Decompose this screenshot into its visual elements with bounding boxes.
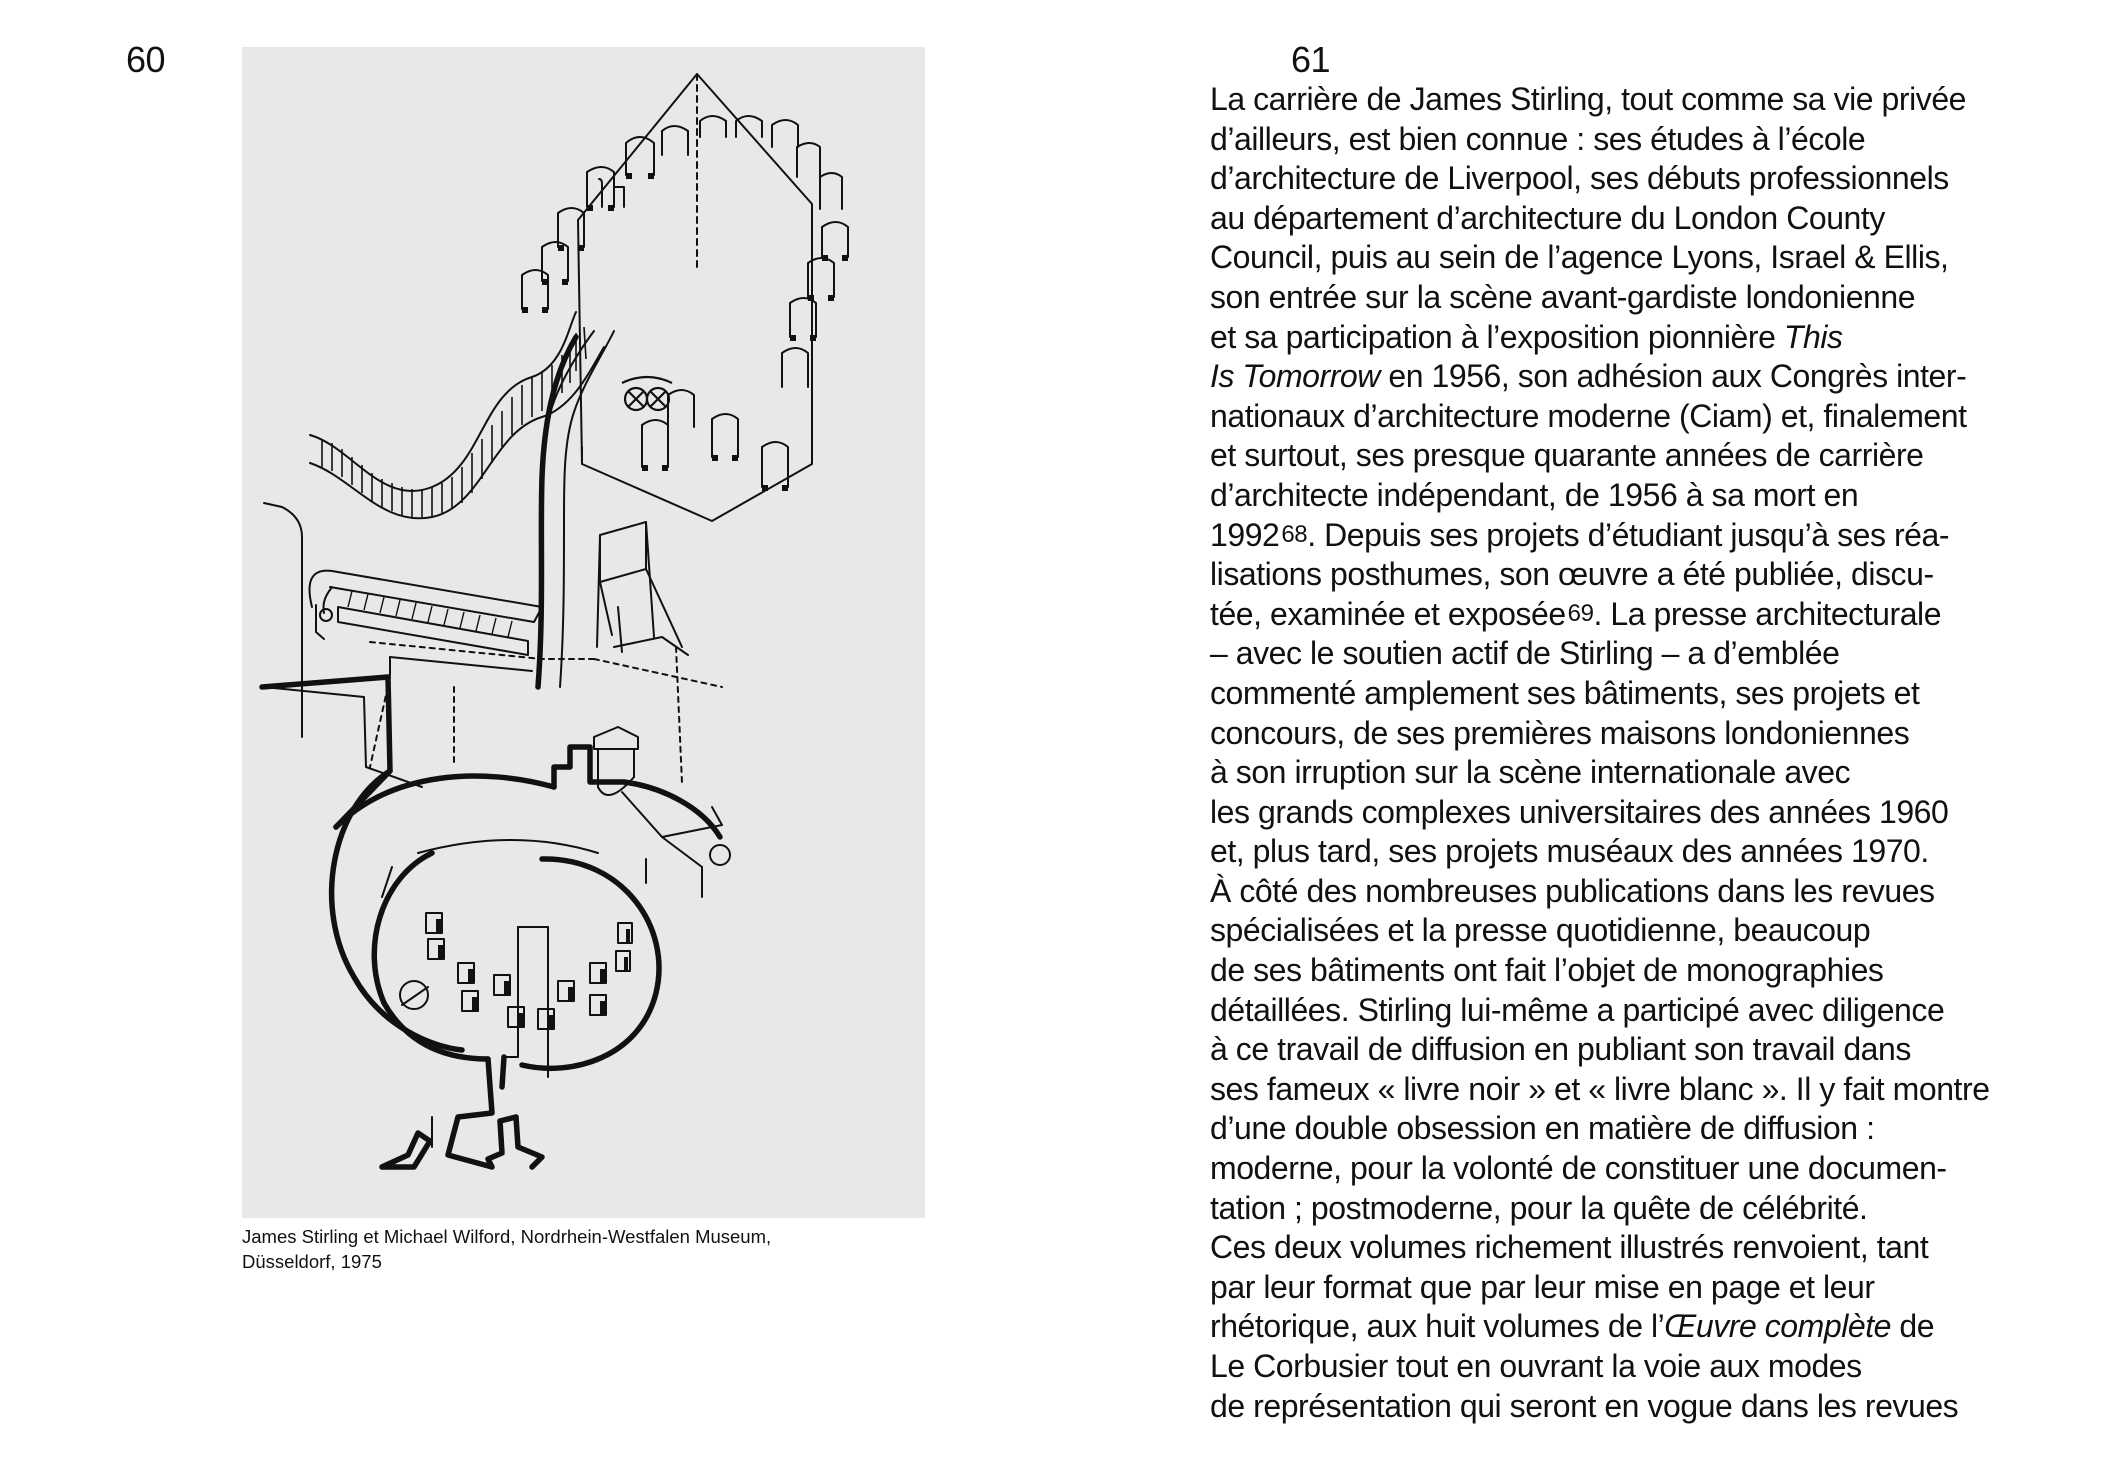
body-text-line (1210, 951, 2110, 991)
body-text-line (1210, 357, 2110, 397)
text-run: lisations posthumes, son œuvre a été publiée, discu- (1210, 556, 1934, 593)
body-text-line (1210, 1109, 2110, 1149)
body-text-line (1210, 872, 2110, 912)
footnote-reference: 69 (1567, 599, 1594, 627)
text-run: de ses bâtiments ont fait l’objet de monographies (1210, 952, 1884, 989)
text-run: tée, examinée et exposée (1210, 595, 1566, 632)
body-text-line (1210, 278, 2110, 318)
body-text-line (1210, 1387, 2110, 1427)
text-run: ses fameux « livre noir » et « livre blanc ». Il y fait montre (1210, 1070, 1990, 1107)
text-run: . Depuis ses projets d’étudiant jusqu’à ses réa- (1307, 516, 1950, 553)
body-text-line (1210, 1307, 2110, 1347)
body-text-line (1210, 397, 2110, 437)
text-run: détaillées. Stirling lui-même a participé avec diligence (1210, 991, 1945, 1028)
text-run: et, plus tard, ses projets muséaux des années 1970. (1210, 833, 1929, 870)
body-text-line (1210, 318, 2110, 358)
text-run: à son irruption sur la scène internationale avec (1210, 754, 1851, 791)
text-run: d’architecture de Liverpool, ses débuts professionnels (1210, 160, 1949, 197)
text-run: par leur format que par leur mise en page et leur (1210, 1268, 1875, 1305)
text-run: moderne, pour la volonté de constituer une documen- (1210, 1150, 1947, 1187)
body-text-line (1210, 674, 2110, 714)
text-run: concours, de ses premières maisons londoniennes (1210, 714, 1910, 751)
text-run: d’architecte indépendant, de 1956 à sa mort en (1210, 476, 1859, 513)
body-text-line (1210, 516, 2110, 556)
text-run: les grands complexes universitaires des années 1960 (1210, 793, 1949, 830)
body-text-line (1210, 753, 2110, 793)
body-text-line (1210, 1189, 2110, 1229)
body-text-line (1210, 595, 2110, 635)
text-run: en 1956, son adhésion aux Congrès inter- (1379, 358, 1967, 395)
text-run: La carrière de James Stirling, tout comme sa vie privée (1210, 81, 1967, 117)
body-text-line (1210, 1268, 2110, 1308)
body-text-line (1210, 159, 2110, 199)
text-run: et sa participation à l’exposition pionnière (1210, 318, 1784, 355)
text-run: de représentation qui seront en vogue dans les revues (1210, 1387, 1959, 1424)
body-text-line (1210, 1030, 2110, 1070)
body-text-line (1210, 832, 2110, 872)
text-run: À côté des nombreuses publications dans les revues (1210, 872, 1935, 909)
text-run: à ce travail de diffusion en publiant son travail dans (1210, 1031, 1911, 1068)
text-run: – avec le soutien actif de Stirling – a d’emblée (1210, 635, 1840, 672)
text-run: tation ; postmoderne, pour la quête de célébrité. (1210, 1189, 1868, 1226)
text-run: nationaux d’architecture moderne (Ciam) et, finalement (1210, 397, 1967, 434)
text-run: Council, puis au sein de l’agence Lyons, Israel & Ellis, (1210, 239, 1949, 276)
text-run: rhétorique, aux huit volumes de l’ (1210, 1308, 1665, 1345)
text-run: Ces deux volumes richement illustrés renvoient, tant (1210, 1229, 1929, 1266)
body-text-line (1210, 555, 2110, 595)
body-text-line (1210, 80, 2110, 120)
text-run: d’ailleurs, est bien connue : ses études à l’école (1210, 120, 1866, 157)
italic-run: This (1783, 318, 1843, 355)
body-text-line (1210, 199, 2110, 239)
body-text-line (1210, 436, 2110, 476)
body-text-line (1210, 991, 2110, 1031)
caption-line: James Stirling et Michael Wilford, Nordrhein-Westfalen Museum, (242, 1226, 772, 1247)
text-run: son entrée sur la scène avant-gardiste londonienne (1210, 278, 1916, 315)
text-run: . La presse architecturale (1593, 595, 1942, 632)
body-text-line (1210, 1228, 2110, 1268)
text-run: 1992 (1210, 516, 1280, 553)
body-text-line (1210, 1347, 2110, 1387)
body-text-line (1210, 911, 2110, 951)
text-run: Le Corbusier tout en ouvrant la voie aux modes (1210, 1348, 1862, 1384)
museum-axonometric-drawing (242, 47, 925, 1218)
body-text-line (1210, 793, 2110, 833)
text-run: commenté amplement ses bâtiments, ses projets et (1210, 674, 1920, 711)
body-text-line (1210, 714, 2110, 754)
body-text-line (1210, 120, 2110, 160)
body-text-line (1210, 476, 2110, 516)
text-run: d’une double obsession en matière de diffusion : (1210, 1110, 1875, 1147)
left-page-number: 60 (126, 39, 166, 80)
body-text-line (1210, 634, 2110, 674)
footnote-reference: 68 (1281, 520, 1308, 548)
axonometric-drawing-svg (242, 47, 925, 1218)
italic-run: Is Tomorrow (1210, 358, 1380, 395)
body-text-line (1210, 1149, 2110, 1189)
text-run: spécialisées et la presse quotidienne, beaucoup (1210, 912, 1871, 949)
right-page-number: 61 (1291, 39, 1331, 80)
body-text-line (1210, 1070, 2110, 1110)
body-text-column (1210, 80, 2110, 1426)
body-text-line (1210, 238, 2110, 278)
caption-line: Düsseldorf, 1975 (242, 1251, 382, 1272)
text-run: et surtout, ses presque quarante années de carrière (1210, 437, 1924, 474)
italic-run: Œuvre complète (1664, 1308, 1891, 1345)
text-run: de (1890, 1308, 1935, 1345)
text-run: au département d’architecture du London County (1210, 199, 1885, 236)
figure-caption (242, 1224, 882, 1274)
